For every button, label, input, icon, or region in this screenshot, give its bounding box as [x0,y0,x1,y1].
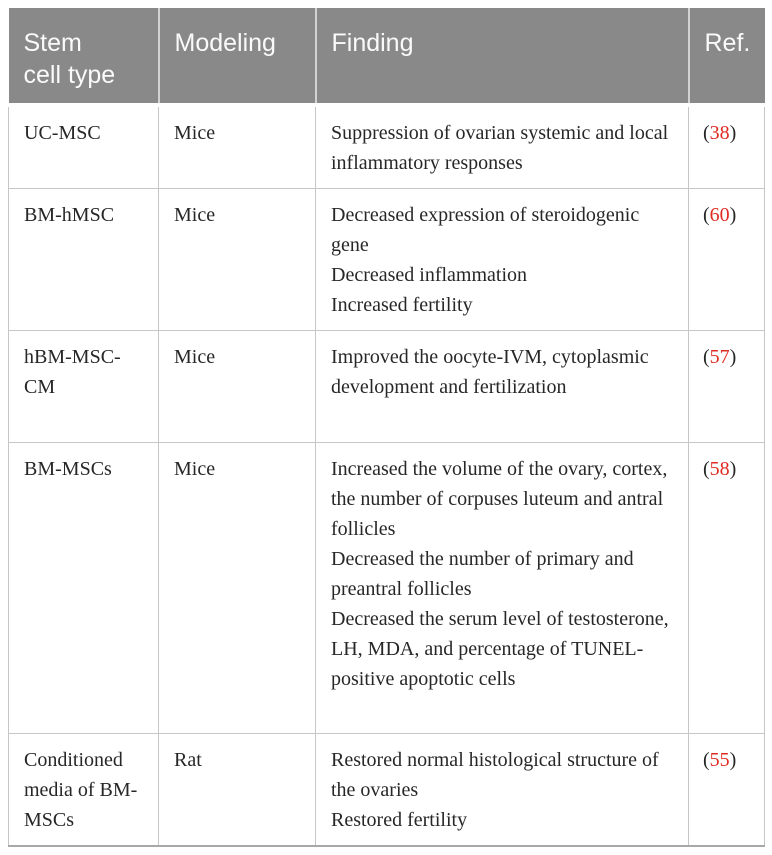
cell-stem-cell-type: BM-hMSC [9,189,159,331]
column-header-label: Stem cell type [23,29,116,89]
ref-citation-link[interactable]: 60 [709,204,730,226]
table-body [9,105,765,846]
column-header-modeling [159,8,316,105]
table-row [9,331,765,443]
stem-cell-findings-table [8,8,765,847]
header-row [9,8,765,105]
column-header-finding [316,8,689,105]
column-header-ref [689,8,765,105]
finding-item: Restored fertility [331,809,468,831]
cell-finding [316,105,689,189]
cell-modeling: Rat [159,734,316,847]
cell-modeling: Mice [159,189,316,331]
finding-item: Suppression of ovarian systemic and local inflammatory responses [331,122,669,174]
ref-citation-link[interactable]: 38 [709,122,730,144]
ref-paren-close: ) [729,204,737,226]
ref-paren-open: ( [703,122,710,144]
cell-stem-cell-type: BM-MSCs [9,443,159,734]
cell-ref [689,734,765,847]
finding-item: Improved the oocyte-IVM, cytoplasmic development and fertilization [331,346,649,398]
cell-ref [689,443,765,734]
cell-ref [689,189,765,331]
cell-ref [689,331,765,443]
finding-item: Decreased the number of primary and preantral follicles [331,548,634,600]
table-row [9,189,765,331]
ref-paren-open: ( [703,346,710,368]
cell-modeling: Mice [159,105,316,189]
ref-paren-close: ) [729,749,737,771]
cell-finding [316,331,689,443]
ref-citation-link[interactable]: 57 [709,346,730,368]
ref-paren-close: ) [729,122,737,144]
cell-stem-cell-type: Conditioned media of BM-MSCs [9,734,159,847]
cell-stem-cell-type: hBM-MSC-CM [9,331,159,443]
finding-item: Decreased the serum level of testosterone, LH, MDA, and percentage of TUNEL-positive apoptotic cells [331,608,669,690]
table-row [9,105,765,189]
cell-finding [316,734,689,847]
ref-paren-open: ( [703,749,710,771]
ref-paren-open: ( [703,204,710,226]
cell-modeling: Mice [159,331,316,443]
column-header-stem-cell-type [9,8,159,105]
finding-item: Increased the volume of the ovary, cortex, the number of corpuses luteum and antral follicles [331,458,668,540]
cell-finding [316,443,689,734]
cell-finding [316,189,689,331]
table-header [9,8,765,105]
finding-item: Decreased inflammation [331,264,528,286]
column-header-label: Modeling [174,29,276,57]
ref-citation-link[interactable]: 58 [709,458,730,480]
table-row [9,443,765,734]
finding-item: Restored normal histological structure of the ovaries [331,749,659,801]
finding-item: Increased fertility [331,294,473,316]
ref-paren-close: ) [729,458,737,480]
cell-ref [689,105,765,189]
column-header-label: Finding [331,29,414,57]
cell-stem-cell-type: UC-MSC [9,105,159,189]
finding-item: Decreased expression of steroidogenic gene [331,204,640,256]
ref-paren-close: ) [729,346,737,368]
table-row [9,734,765,847]
ref-citation-link[interactable]: 55 [709,749,730,771]
ref-paren-open: ( [703,458,710,480]
column-header-label: Ref. [704,29,751,57]
cell-modeling: Mice [159,443,316,734]
